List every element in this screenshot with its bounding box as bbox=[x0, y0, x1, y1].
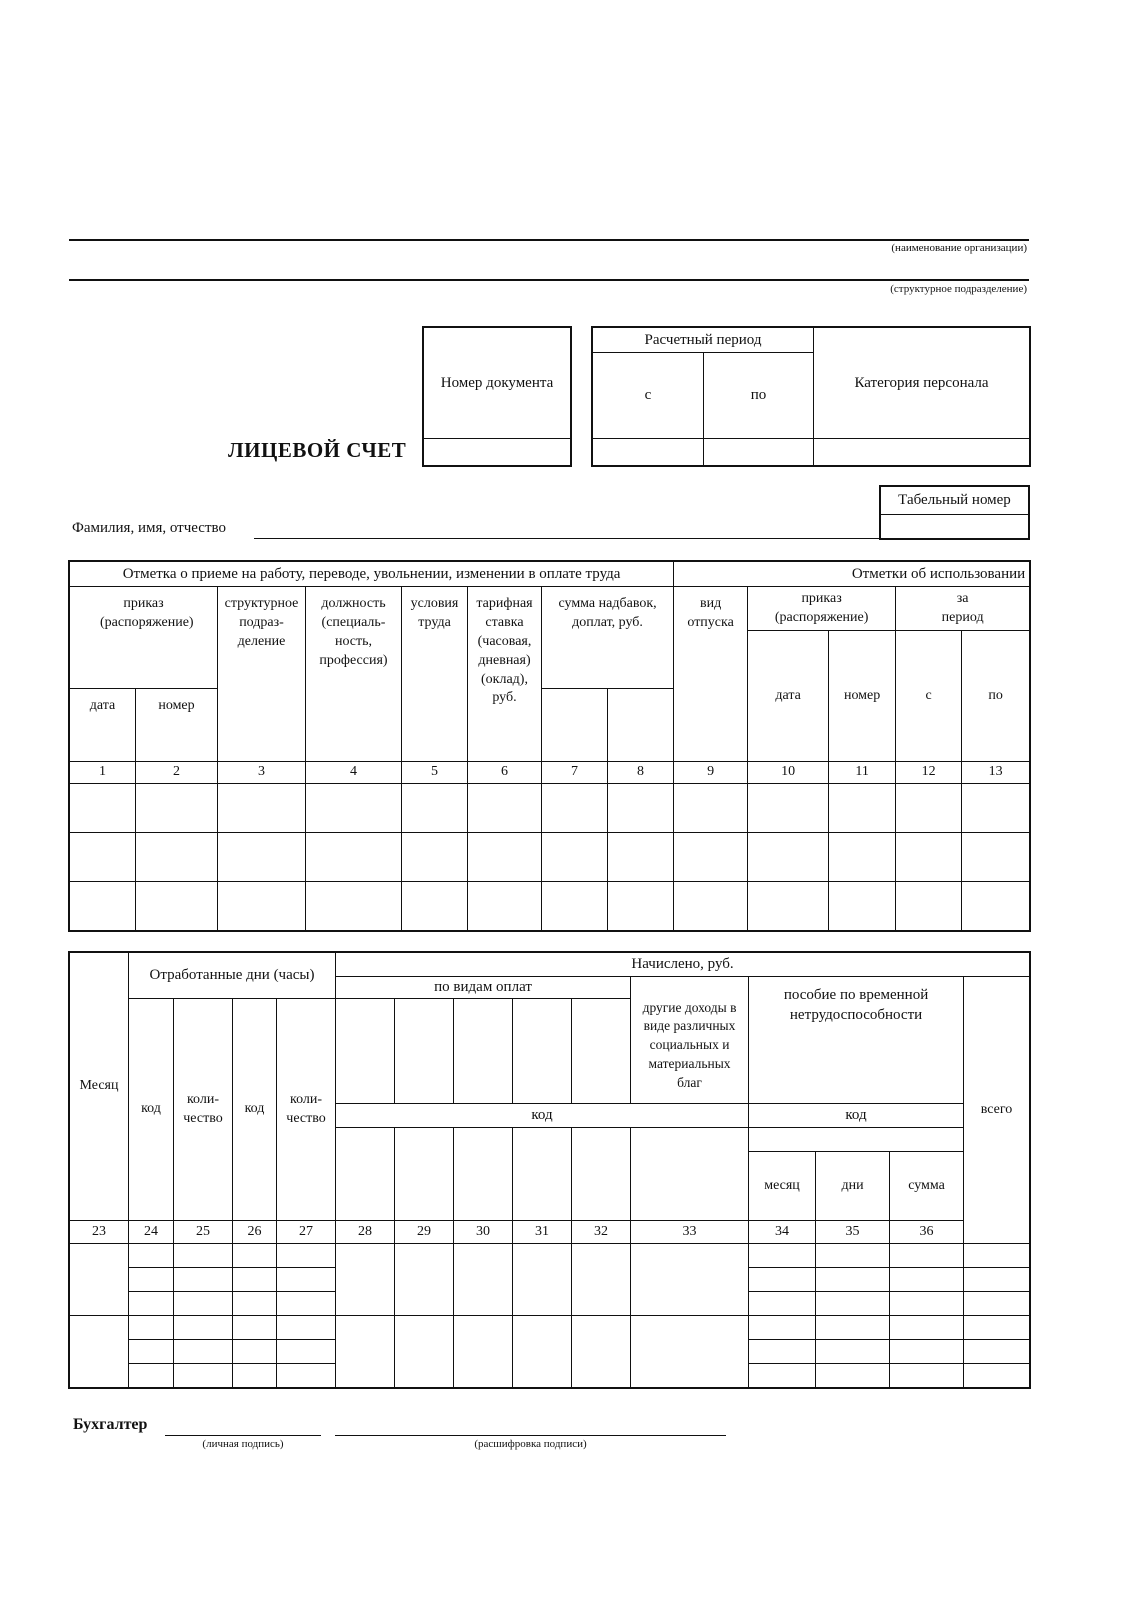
table-cell[interactable] bbox=[395, 1316, 454, 1388]
fio-line[interactable] bbox=[254, 538, 880, 539]
dept-name-line[interactable] bbox=[69, 279, 1029, 281]
table-cell[interactable] bbox=[277, 1244, 336, 1268]
pay-code-cell bbox=[513, 1128, 572, 1221]
leave-type-header: вид отпуска bbox=[674, 587, 748, 762]
table-cell[interactable] bbox=[513, 1244, 572, 1316]
table-cell[interactable] bbox=[174, 1340, 233, 1364]
col-number: 24 bbox=[129, 1221, 174, 1244]
table-cell[interactable] bbox=[129, 1292, 174, 1316]
accountant-label: Бухгалтер bbox=[73, 1416, 148, 1433]
table-cell[interactable] bbox=[572, 1316, 631, 1388]
table-cell[interactable] bbox=[218, 882, 306, 931]
table-cell[interactable] bbox=[218, 833, 306, 882]
table1-col-numbers bbox=[70, 762, 1030, 784]
benefit-days-header: дни bbox=[816, 1152, 890, 1221]
to-header: по bbox=[962, 631, 1030, 762]
table-cell[interactable] bbox=[277, 1268, 336, 1292]
pay-type-cell bbox=[336, 999, 395, 1104]
period-category-box bbox=[592, 327, 1030, 466]
org-name-caption: (наименование организации) bbox=[891, 242, 1027, 254]
table-cell[interactable] bbox=[136, 833, 218, 882]
table-row bbox=[70, 882, 1030, 931]
table-cell[interactable] bbox=[468, 833, 542, 882]
pay-type-cell bbox=[395, 999, 454, 1104]
table-cell[interactable] bbox=[174, 1244, 233, 1268]
table-cell[interactable] bbox=[749, 1364, 816, 1388]
org-name-line[interactable] bbox=[69, 239, 1029, 241]
doc-number-box bbox=[423, 327, 571, 466]
table-cell[interactable] bbox=[542, 833, 608, 882]
col-number: 25 bbox=[174, 1221, 233, 1244]
table-cell[interactable] bbox=[890, 1340, 964, 1364]
table-row bbox=[70, 784, 1030, 833]
order-header: приказ (распоряжение) bbox=[70, 587, 218, 689]
other-income-header: другие доходы в виде различных социальных и материальных благ bbox=[631, 999, 749, 1104]
table-cell[interactable] bbox=[896, 833, 962, 882]
table-cell[interactable] bbox=[964, 1340, 1030, 1364]
decoding-line[interactable] bbox=[335, 1435, 726, 1436]
table-cell[interactable] bbox=[129, 1316, 174, 1340]
table2-col-numbers bbox=[70, 1221, 1030, 1244]
col-number: 5 bbox=[402, 762, 468, 784]
rate-header: тарифная ставка (часовая, дневная) (оклад), руб. bbox=[468, 587, 542, 762]
payroll-table bbox=[69, 952, 1030, 1388]
table-cell[interactable] bbox=[748, 833, 829, 882]
table-cell[interactable] bbox=[402, 833, 468, 882]
table-cell[interactable] bbox=[674, 784, 748, 833]
total-header: всего bbox=[964, 977, 1030, 1244]
by-type-header: по видам оплат bbox=[336, 977, 631, 999]
benefit-code-cell bbox=[749, 1128, 964, 1152]
table-row bbox=[70, 833, 1030, 882]
table-cell[interactable] bbox=[631, 1244, 749, 1316]
sick-benefit-header: пособие по временной нетрудоспособности bbox=[749, 977, 964, 1104]
table-cell[interactable] bbox=[542, 784, 608, 833]
from-header: с bbox=[896, 631, 962, 762]
col-number: 32 bbox=[572, 1221, 631, 1244]
table-cell[interactable] bbox=[513, 1316, 572, 1388]
table-cell[interactable] bbox=[572, 1244, 631, 1316]
table-cell[interactable] bbox=[749, 1292, 816, 1316]
table-cell[interactable] bbox=[890, 1268, 964, 1292]
table-cell[interactable] bbox=[964, 1316, 1030, 1340]
col-number: 34 bbox=[749, 1221, 816, 1244]
table-cell[interactable] bbox=[890, 1292, 964, 1316]
table-cell[interactable] bbox=[70, 784, 136, 833]
bonus-col-8-header bbox=[608, 689, 674, 762]
table-cell[interactable] bbox=[674, 882, 748, 931]
col-number: 28 bbox=[336, 1221, 395, 1244]
pay-code-cell bbox=[454, 1128, 513, 1221]
table-cell[interactable] bbox=[890, 1316, 964, 1340]
group-employment-header: Отметка о приеме на работу, переводе, увольнении, изменении в оплате труда bbox=[70, 562, 674, 587]
dept-header: структурное подраз-деление bbox=[218, 587, 306, 762]
for-period-header: за период bbox=[896, 587, 1030, 631]
table-cell[interactable] bbox=[896, 882, 962, 931]
table-cell[interactable] bbox=[749, 1340, 816, 1364]
conditions-header: условия труда bbox=[402, 587, 468, 762]
col-number: 31 bbox=[513, 1221, 572, 1244]
worked-qty-2-header: коли-чество bbox=[277, 999, 336, 1221]
table-cell[interactable] bbox=[277, 1316, 336, 1340]
table-cell[interactable] bbox=[816, 1340, 890, 1364]
table-cell[interactable] bbox=[218, 784, 306, 833]
table-cell[interactable] bbox=[816, 1268, 890, 1292]
table-cell[interactable] bbox=[129, 1364, 174, 1388]
col-number: 35 bbox=[816, 1221, 890, 1244]
table-cell[interactable] bbox=[174, 1364, 233, 1388]
col-number: 12 bbox=[896, 762, 962, 784]
col-number: 13 bbox=[962, 762, 1030, 784]
category-cell[interactable] bbox=[814, 439, 1030, 466]
table-cell[interactable] bbox=[129, 1340, 174, 1364]
table-cell[interactable] bbox=[306, 882, 402, 931]
worked-code-1-header: код bbox=[129, 999, 174, 1221]
other-income-header-top bbox=[631, 977, 749, 999]
table-cell[interactable] bbox=[395, 1244, 454, 1316]
col-number: 11 bbox=[829, 762, 896, 784]
table-cell[interactable] bbox=[816, 1364, 890, 1388]
table-cell[interactable] bbox=[748, 882, 829, 931]
date-header: дата bbox=[70, 689, 136, 762]
table-cell[interactable] bbox=[129, 1244, 174, 1268]
table-row bbox=[70, 1244, 1030, 1268]
pay-type-cell bbox=[454, 999, 513, 1104]
table-cell[interactable] bbox=[829, 882, 896, 931]
pay-code-cell bbox=[631, 1128, 749, 1221]
month-cell[interactable] bbox=[70, 1244, 129, 1316]
col-number: 6 bbox=[468, 762, 542, 784]
dept-name-caption: (структурное подразделение) bbox=[890, 283, 1027, 295]
order2-header: приказ (распоряжение) bbox=[748, 587, 896, 631]
table-cell[interactable] bbox=[674, 833, 748, 882]
table-cell[interactable] bbox=[816, 1292, 890, 1316]
table-cell[interactable] bbox=[233, 1364, 277, 1388]
col-number: 27 bbox=[277, 1221, 336, 1244]
table-cell[interactable] bbox=[233, 1316, 277, 1340]
position-header: должность (специаль-ность, профессия) bbox=[306, 587, 402, 762]
pay-code-cell bbox=[336, 1128, 395, 1221]
table-cell[interactable] bbox=[136, 882, 218, 931]
period-to-label: по bbox=[704, 353, 814, 439]
col-number: 23 bbox=[70, 1221, 129, 1244]
date2-header: дата bbox=[748, 631, 829, 762]
table-cell[interactable] bbox=[542, 882, 608, 931]
table-cell[interactable] bbox=[174, 1316, 233, 1340]
number2-header: номер bbox=[829, 631, 896, 762]
group-usage-header: Отметки об использовании bbox=[674, 562, 1030, 587]
table-cell[interactable] bbox=[829, 833, 896, 882]
table-cell[interactable] bbox=[816, 1316, 890, 1340]
period-from-label: с bbox=[593, 353, 704, 439]
worked-qty-1-header: коли-чество bbox=[174, 999, 233, 1221]
pay-code-cell bbox=[395, 1128, 454, 1221]
tab-number-cell[interactable] bbox=[881, 515, 1029, 539]
col-number: 7 bbox=[542, 762, 608, 784]
bonuses-header: сумма надбавок, доплат, руб. bbox=[542, 587, 674, 689]
col-number: 4 bbox=[306, 762, 402, 784]
table-cell[interactable] bbox=[890, 1244, 964, 1268]
bonus-col-7-header bbox=[542, 689, 608, 762]
col-number: 2 bbox=[136, 762, 218, 784]
table-cell[interactable] bbox=[233, 1244, 277, 1268]
document-title: ЛИЦЕВОЙ СЧЕТ bbox=[228, 438, 407, 462]
table-cell[interactable] bbox=[468, 882, 542, 931]
table-cell[interactable] bbox=[306, 784, 402, 833]
table-cell[interactable] bbox=[962, 833, 1030, 882]
col-number: 3 bbox=[218, 762, 306, 784]
table-cell[interactable] bbox=[454, 1244, 513, 1316]
table-cell[interactable] bbox=[70, 882, 136, 931]
table-cell[interactable] bbox=[233, 1340, 277, 1364]
table-cell[interactable] bbox=[129, 1268, 174, 1292]
col-number: 1 bbox=[70, 762, 136, 784]
table-cell[interactable] bbox=[277, 1292, 336, 1316]
tab-number-label: Табельный номер bbox=[881, 487, 1029, 515]
table-cell[interactable] bbox=[608, 882, 674, 931]
table-cell[interactable] bbox=[829, 784, 896, 833]
month-header: Месяц bbox=[70, 953, 129, 1221]
doc-number-cell[interactable] bbox=[424, 439, 571, 466]
signature-line[interactable] bbox=[165, 1435, 321, 1436]
table-cell[interactable] bbox=[233, 1292, 277, 1316]
table-cell[interactable] bbox=[962, 882, 1030, 931]
table-cell[interactable] bbox=[70, 833, 136, 882]
table-cell[interactable] bbox=[608, 784, 674, 833]
period-label: Расчетный период bbox=[593, 328, 814, 353]
table-cell[interactable] bbox=[816, 1244, 890, 1268]
benefit-month-header: месяц bbox=[749, 1152, 816, 1221]
table-cell[interactable] bbox=[964, 1268, 1030, 1292]
table-cell[interactable] bbox=[468, 784, 542, 833]
table-cell[interactable] bbox=[174, 1292, 233, 1316]
tab-number-box bbox=[880, 486, 1029, 539]
accrued-header: Начислено, руб. bbox=[336, 953, 1030, 977]
table-cell[interactable] bbox=[749, 1268, 816, 1292]
col-number: 33 bbox=[631, 1221, 749, 1244]
period-from-cell[interactable] bbox=[593, 439, 704, 466]
table-cell[interactable] bbox=[336, 1316, 395, 1388]
table-cell[interactable] bbox=[136, 784, 218, 833]
col-number: 30 bbox=[454, 1221, 513, 1244]
table-cell[interactable] bbox=[277, 1340, 336, 1364]
table-cell[interactable] bbox=[174, 1268, 233, 1292]
table-cell[interactable] bbox=[749, 1316, 816, 1340]
col-number: 9 bbox=[674, 762, 748, 784]
table-cell[interactable] bbox=[277, 1364, 336, 1388]
table-cell[interactable] bbox=[454, 1316, 513, 1388]
table-cell[interactable] bbox=[964, 1364, 1030, 1388]
category-label: Категория персонала bbox=[814, 328, 1030, 439]
table-cell[interactable] bbox=[608, 833, 674, 882]
pay-type-cell bbox=[572, 999, 631, 1104]
benefit-sum-header: сумма bbox=[890, 1152, 964, 1221]
benefit-code-header: код bbox=[749, 1104, 964, 1128]
col-number: 8 bbox=[608, 762, 674, 784]
worked-code-2-header: код bbox=[233, 999, 277, 1221]
table-cell[interactable] bbox=[749, 1244, 816, 1268]
table-cell[interactable] bbox=[233, 1268, 277, 1292]
pay-code-cell bbox=[572, 1128, 631, 1221]
table-cell[interactable] bbox=[748, 784, 829, 833]
table-cell[interactable] bbox=[402, 784, 468, 833]
table-cell[interactable] bbox=[962, 784, 1030, 833]
worked-header: Отработанные дни (часы) bbox=[129, 953, 336, 999]
period-to-cell[interactable] bbox=[704, 439, 814, 466]
table-row bbox=[70, 1316, 1030, 1340]
table-cell[interactable] bbox=[306, 833, 402, 882]
table-cell[interactable] bbox=[890, 1364, 964, 1388]
pay-code-header: код bbox=[336, 1104, 749, 1128]
employment-table bbox=[69, 561, 1030, 931]
table-cell[interactable] bbox=[964, 1292, 1030, 1316]
table-cell[interactable] bbox=[631, 1316, 749, 1388]
table-cell[interactable] bbox=[402, 882, 468, 931]
table-cell[interactable] bbox=[896, 784, 962, 833]
table-cell[interactable] bbox=[336, 1244, 395, 1316]
table-cell[interactable] bbox=[964, 1244, 1030, 1268]
month-cell[interactable] bbox=[70, 1316, 129, 1388]
col-number: 29 bbox=[395, 1221, 454, 1244]
col-number: 36 bbox=[890, 1221, 964, 1244]
col-number: 10 bbox=[748, 762, 829, 784]
fio-label: Фамилия, имя, отчество bbox=[72, 520, 226, 536]
number-header: номер bbox=[136, 689, 218, 762]
doc-number-label: Номер документа bbox=[424, 328, 571, 439]
pay-type-cell bbox=[513, 999, 572, 1104]
col-number: 26 bbox=[233, 1221, 277, 1244]
decoding-caption: (расшифровка подписи) bbox=[474, 1438, 587, 1450]
signature-caption: (личная подпись) bbox=[202, 1438, 284, 1450]
